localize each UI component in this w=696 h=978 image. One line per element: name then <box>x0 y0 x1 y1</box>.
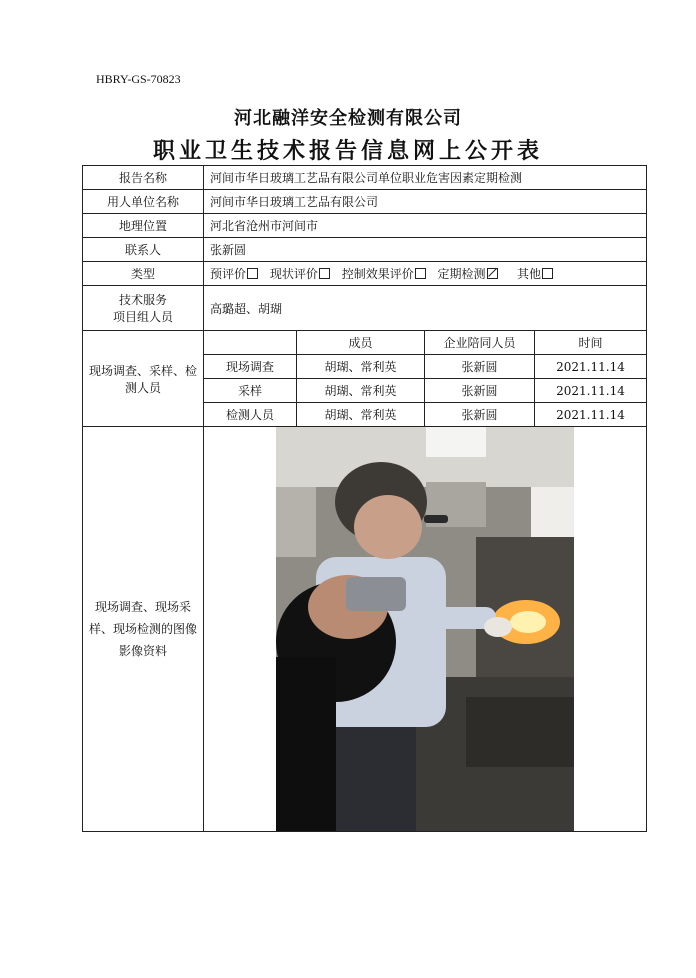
report-name-value: 河间市华日玻璃工艺品有限公司单位职业危害因素定期检测 <box>204 166 647 190</box>
employer-value: 河间市华日玻璃工艺品有限公司 <box>204 190 647 214</box>
team-value: 高璐超、胡瑚 <box>204 286 647 331</box>
site-photo-image <box>276 427 574 831</box>
personnel-header-row <box>83 331 647 355</box>
row-photo <box>83 427 647 832</box>
header-members: 成员 <box>297 331 425 355</box>
checkbox-icon[interactable] <box>319 268 330 279</box>
row-team <box>83 286 647 331</box>
row-location <box>83 214 647 238</box>
team-label-line2: 项目组人员 <box>112 310 173 324</box>
disclosure-form <box>82 165 647 832</box>
personnel-members: 胡瑚、常利英 <box>297 403 425 427</box>
document-id: HBRY-GS-70823 <box>96 72 181 86</box>
checkbox-icon[interactable] <box>415 268 426 279</box>
site-photo <box>276 427 574 831</box>
personnel-escort: 张新圆 <box>425 355 535 379</box>
contact-label: 联系人 <box>83 238 204 262</box>
personnel-date: 2021.11.14 <box>535 379 647 403</box>
type-option-periodic-testing[interactable] <box>438 267 504 281</box>
personnel-label: 现场调查、采样、检测人员 <box>83 331 204 427</box>
location-value: 河北省沧州市河间市 <box>204 214 647 238</box>
team-label <box>83 286 204 331</box>
personnel-date: 2021.11.14 <box>535 355 647 379</box>
row-contact <box>83 238 647 262</box>
personnel-escort: 张新圆 <box>425 379 535 403</box>
company-name: 河北融洋安全检测有限公司 <box>234 108 462 129</box>
team-label-line1: 技术服务 <box>118 293 167 307</box>
photo-label: 现场调查、现场采样、现场检测的图像影像资料 <box>83 427 204 832</box>
type-option-control-effect[interactable] <box>342 267 432 281</box>
photo-cell <box>204 427 647 832</box>
checkbox-icon[interactable] <box>247 268 258 279</box>
employer-label: 用人单位名称 <box>83 190 204 214</box>
option-label: 控制效果评价 <box>341 267 414 281</box>
personnel-date: 2021.11.14 <box>535 403 647 427</box>
checked-checkbox-icon[interactable] <box>487 268 498 279</box>
personnel-role: 采样 <box>204 379 297 403</box>
option-label: 定期检测 <box>437 267 486 281</box>
row-type <box>83 262 647 286</box>
checkbox-icon[interactable] <box>542 268 553 279</box>
personnel-blank-header <box>204 331 297 355</box>
contact-value: 张新圆 <box>204 238 647 262</box>
personnel-escort: 张新圆 <box>425 403 535 427</box>
header-escort: 企业陪同人员 <box>425 331 535 355</box>
personnel-role: 现场调查 <box>204 355 297 379</box>
type-option-pre-evaluation[interactable] <box>210 267 264 281</box>
personnel-members: 胡瑚、常利英 <box>297 355 425 379</box>
row-employer <box>83 190 647 214</box>
option-label: 其他 <box>517 267 542 281</box>
type-option-status-evaluation[interactable] <box>270 267 336 281</box>
page-title: 职业卫生技术报告信息网上公开表 <box>152 138 543 164</box>
location-label: 地理位置 <box>83 214 204 238</box>
type-label: 类型 <box>83 262 204 286</box>
report-name-label: 报告名称 <box>83 166 204 190</box>
header-date: 时间 <box>535 331 647 355</box>
personnel-role: 检测人员 <box>204 403 297 427</box>
type-options <box>204 262 647 286</box>
option-label: 预评价 <box>210 267 247 281</box>
personnel-members: 胡瑚、常利英 <box>297 379 425 403</box>
option-label: 现状评价 <box>269 267 318 281</box>
row-report-name <box>83 166 647 190</box>
type-option-other[interactable] <box>509 267 559 281</box>
